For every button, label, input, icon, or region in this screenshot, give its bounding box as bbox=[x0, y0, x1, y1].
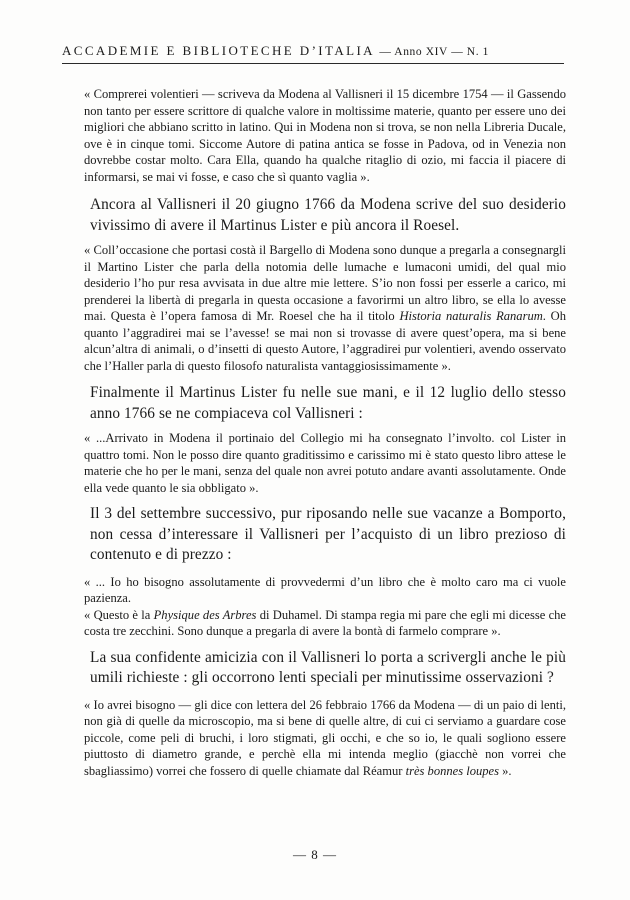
quote-text-part: . Oh quanto l’aggradirei mai se l’avesse! se mai non si trovasse di avere quest’opera, ma si bene alcun’altra di animali, o d’insetti di questo Autore, l’aggradirei pur volentieri, avendo osservato che l’Haller parla di questo filosofo naturalista vantaggiosissimamente ». bbox=[84, 309, 567, 373]
book-title-italic: très bonnes loupes bbox=[405, 763, 499, 778]
quote-text-part: ». bbox=[499, 763, 512, 778]
quote-text: « ...Arrivato in Modena il portinaio del Collegio mi ha consegnato l’involto. col Lister in quattro tomi. Non le posso dire quanto graditissimo e carissimo mi è stato questo libro attese le materie che ho per le mani, senza del quale non avrei potuto andare avanti assolutamente. Onde ella vede quanto le sia obbligato ». bbox=[84, 431, 566, 495]
journal-title: ACCADEMIE E BIBLIOTECHE D’ITALIA bbox=[62, 43, 375, 58]
narrative-paragraph bbox=[62, 648, 568, 689]
article-body bbox=[62, 86, 568, 779]
narrative-text: La sua confidente amicizia con il Vallisneri lo porta a scrivergli anche le più umili richieste : gli occorrono lenti speciali per minutissime osservazioni ? bbox=[90, 648, 566, 686]
narrative-paragraph bbox=[62, 383, 568, 424]
quote-text-part: di Duhamel. Di stampa regia mi pare che egli mi dicesse che costa tre zecchini. Sono dunque a pregarla di avere la bontà di farmelo comprare ». bbox=[84, 607, 566, 638]
quote-paragraph bbox=[62, 242, 568, 374]
quote-text: « Comprerei volentieri — scriveva da Modena al Vallisneri il 15 dicembre 1754 — il Gassendo non tanto per essere scrittore di qualche valore in moltissime materie, quanto per essere uno dei migliori che abbiano scritto in latino. Qui in Modena non si trova, se non nella Libreria Ducale, ove è in cinque tomi. Siccome Autore di patina antica se fosse in Padova, od in Venezia non dovrebbe costar molto. Cara Ella, quando ha qualche ritaglio di ozio, mi faccia il piacere di informarsi, se mai vi fosse, e caso che sì quanto vaglia ». bbox=[84, 87, 566, 184]
narrative-paragraph bbox=[62, 504, 568, 566]
narrative-text: Finalmente il Martinus Lister fu nelle sue mani, e il 12 luglio dello stesso anno 1766 se ne compiaceva col Vallisneri : bbox=[90, 384, 566, 422]
quote-paragraph bbox=[62, 86, 568, 185]
quote-text: « ... Io ho bisogno assolutamente di provvedermi d’un libro che è molto caro ma ci vuole pazienza. bbox=[84, 574, 566, 605]
quote-paragraph bbox=[62, 430, 568, 496]
quote-paragraph bbox=[62, 697, 568, 780]
quote-text bbox=[84, 607, 566, 640]
book-title-italic: Historia naturalis Ranarum bbox=[399, 309, 543, 323]
quote-text-part: « Io avrei bisogno — gli dice con lettera del 26 febbraio 1766 da Modena — di un paio di lenti, non già di quelle da microscopio, ma si bene di quelle altre, di cui ci serviamo a guardare cose piccole, come peli di bruchi, i loro stigmati, gli occhi, e che so io, le quali sogliono essere piuttosto di diametro grande, e perchè ella mi intenda meglio (giacchè non vorrei che sbagliassimo) vorrei che fossero di quelle chiamate dal Réamur bbox=[84, 697, 566, 778]
quote-text-part: « Coll’occasione che portasi costà il Bargello di Modena sono dunque a pregarla a consegnargli il Martino Lister che parla della notomia delle lumache e lumaconi umidi, del qual mio desiderio l’ho pur resa avvisata in due altre mie lettere. S’io non fossi per esserle a carico, mi prenderei la libertà di pregarla in questa occasione a favorirmi un altro libro, se ella lo avesse mai. Questa è l’opera famosa di Mr. Roesel che ha il titolo bbox=[84, 243, 566, 323]
running-header bbox=[62, 43, 566, 59]
header-rule bbox=[62, 63, 564, 64]
quote-paragraph bbox=[62, 574, 568, 607]
book-title-italic: Physique des Arbres bbox=[153, 607, 257, 622]
narrative-paragraph bbox=[62, 195, 568, 236]
quote-text bbox=[84, 242, 566, 374]
narrative-text: Il 3 del settembre successivo, pur riposando nelle sue vacanze a Bomporto, non cessa d’interessare il Vallisneri per l’acquisto di un libro prezioso di contenuto e di prezzo : bbox=[90, 505, 566, 563]
quote-text-part: « Questo è la bbox=[84, 607, 154, 622]
quote-paragraph bbox=[62, 607, 568, 640]
narrative-text: Ancora al Vallisneri il 20 giugno 1766 da Modena scrive del suo desiderio vivissimo di avere il Martinus Lister e più ancora il Roesel. bbox=[90, 196, 566, 234]
quote-text bbox=[84, 697, 566, 780]
issue-label: — Anno XIV — N. 1 bbox=[379, 46, 490, 58]
page-number: — 8 — bbox=[293, 847, 337, 862]
